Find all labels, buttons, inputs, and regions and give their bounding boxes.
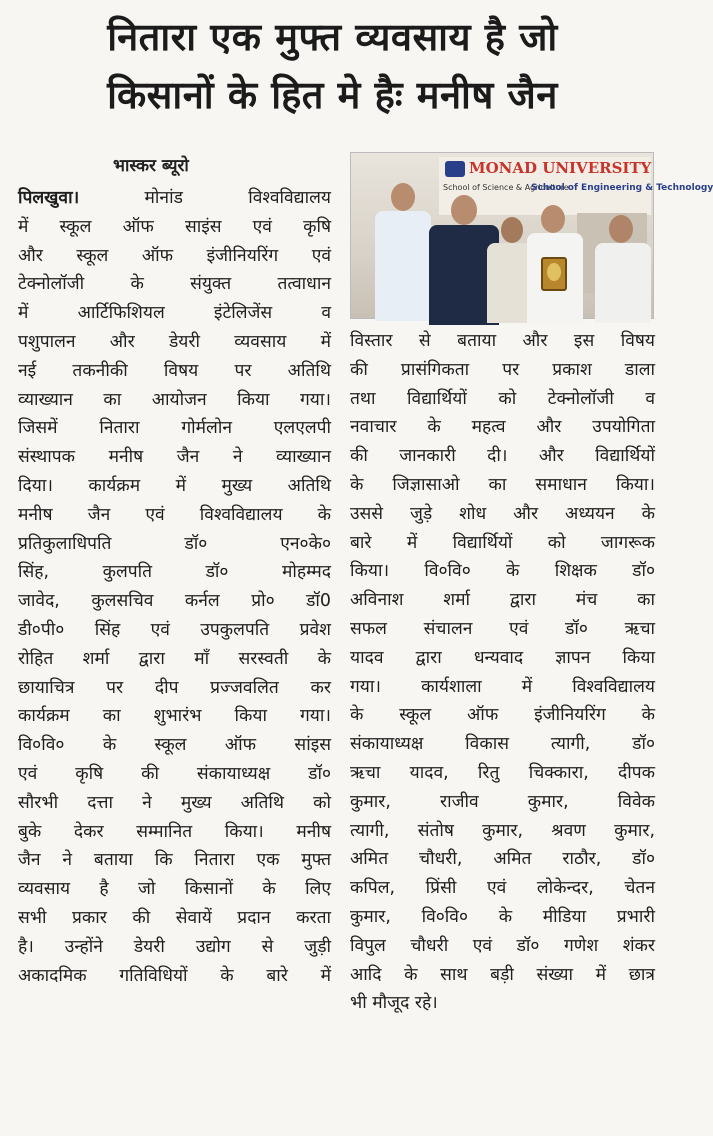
article-column-right [350,327,655,1127]
article-line: व्यवसाय है जो किसानों के लिए [18,879,331,900]
article-line: रोहित शर्मा द्वारा माँ सरस्वती के [18,648,331,669]
article-line: व्याख्यान का आयोजन किया गया। [18,389,331,410]
article-line: प्रतिकुलाधिपति डॉ० एन०के० [18,533,331,554]
article-line: कुमार, राजीव कुमार, विवेक [350,791,655,812]
article-line: दिया। कार्यक्रम में मुख्य अतिथि [18,475,331,496]
article-line: में स्कूल ऑफ साइंस एवं कृषि [18,216,331,237]
left-lines [18,213,331,991]
article-line: के जिज्ञासाओ का समाधान किया। [350,474,655,495]
article-line: आदि के साथ बड़ी संख्या में छात्र [350,964,655,985]
article-first-line [18,184,331,213]
article-line: है। उन्होंने डेयरी उद्योग से जुड़ी [18,936,331,957]
article-line: डी०पी० सिंह एवं उपकुलपति प्रवेश [18,619,331,640]
article-line: सभी प्रकार की सेवायें प्रदान करता [18,907,331,928]
article-line: बुके देकर सम्मानित किया। मनीष [18,821,331,842]
article-line: उससे जुड़े शोध और अध्ययन के [350,503,655,524]
article-line: सफल संचालन एवं डॉ० ऋचा [350,618,655,639]
dateline: पिलखुवा। [18,188,80,208]
article-line: और स्कूल ऑफ इंजीनियरिंग एवं [18,245,331,266]
article-line: पशुपालन और डेयरी व्यवसाय में [18,331,331,352]
article-line: छायाचित्र पर दीप प्रज्जवलित कर [18,677,331,698]
article-line: एवं कृषि की संकायाध्यक्ष डॉ० [18,763,331,784]
article-line: के स्कूल ऑफ इंजीनियरिंग के [350,705,655,726]
article-line: टेक्नोलॉजी के संयुक्त तत्वाधान [18,274,331,295]
article-line: कपिल, प्रिंसी एवं लोकेन्दर, चेतन [350,878,655,899]
article-line: तथा विद्यार्थियों को टेक्नोलॉजी व [350,388,655,409]
article-line: जावेद, कुलसचिव कर्नल प्रो० डॉ0 [18,591,331,612]
right-lines [350,327,655,1018]
article-line: नई तकनीकी विषय पर अतिथि [18,360,331,381]
article-line: विस्तार से बताया और इस विषय [350,331,655,351]
banner-school-right: School of Engineering & Technology [531,183,713,193]
article-line: अविनाश शर्मा द्वारा मंच का [350,590,655,611]
article-line: अकादमिक गतिविधियों के बारे में [18,965,331,986]
headline-line-1: नितारा एक मुफ्त व्यवसाय है जो [107,15,558,59]
award-plaque-icon [541,257,567,291]
university-logo-icon [445,161,465,177]
article-line: संस्थापक मनीष जैन ने व्याख्यान [18,447,331,468]
article-line: सिंह, कुलपति डॉ० मोहम्मद [18,562,331,583]
banner-school-left: School of Science & Agriculture [443,183,569,192]
article-first-line-text: मोनांड विश्वविद्यालय [79,188,331,208]
article-line: त्यागी, संतोष कुमार, श्रवण कुमार, [350,820,655,841]
article-line: वि०वि० के स्कूल ऑफ सांइस [18,735,331,756]
article-line: मनीष जैन एवं विश्वविद्यालय के [18,504,331,525]
article-line: जिसमें नितारा गोर्मलोन एलएलपी [18,418,331,439]
banner-title: MONAD UNIVERSITY [469,159,652,177]
article-line: गया। कार्यशाला में विश्वविद्यालय [350,676,655,697]
article-line: संकायाध्यक्ष विकास त्यागी, डॉ० [350,734,655,755]
article-line: ऋचा यादव, रितु चिक्कारा, दीपक [350,762,655,783]
article-line: सौरभी दत्ता ने मुख्य अतिथि को [18,792,331,813]
article-line: यादव द्वारा धन्यवाद ज्ञापन किया [350,647,655,668]
article-line: में आर्टिफिशियल इंटेलिजेंस व [18,303,331,324]
article-line: बारे में विद्यार्थियों को जागरूक [350,532,655,553]
article-line: किया। वि०वि० के शिक्षक डॉ० [350,561,655,582]
article-line: की प्रासंगिकता पर प्रकाश डाला [350,359,655,380]
article-line: कार्यक्रम का शुभारंभ किया गया। [18,706,331,727]
headline-line-2: किसानों के हित मे हैः मनीष जैन [107,73,558,117]
byline: भास्कर ब्यूरो [113,156,189,176]
article-line: अमित चौधरी, अमित राठौर, डॉ० [350,849,655,870]
article-line: विपुल चौधरी एवं डॉ० गणेश शंकर [350,935,655,956]
event-photo [350,152,713,319]
article-line: जैन ने बताया कि नितारा एक मुफ्त [18,850,331,871]
article-line: भी मौजूद रहे। [350,993,438,1014]
article-line: कुमार, वि०वि० के मीडिया प्रभारी [350,906,655,927]
article-column-left [18,184,331,1124]
article-line: नवाचार के महत्व और उपयोगिता [350,417,655,438]
article-line: की जानकारी दी। और विद्यार्थियों [350,446,655,467]
headline [10,8,655,124]
